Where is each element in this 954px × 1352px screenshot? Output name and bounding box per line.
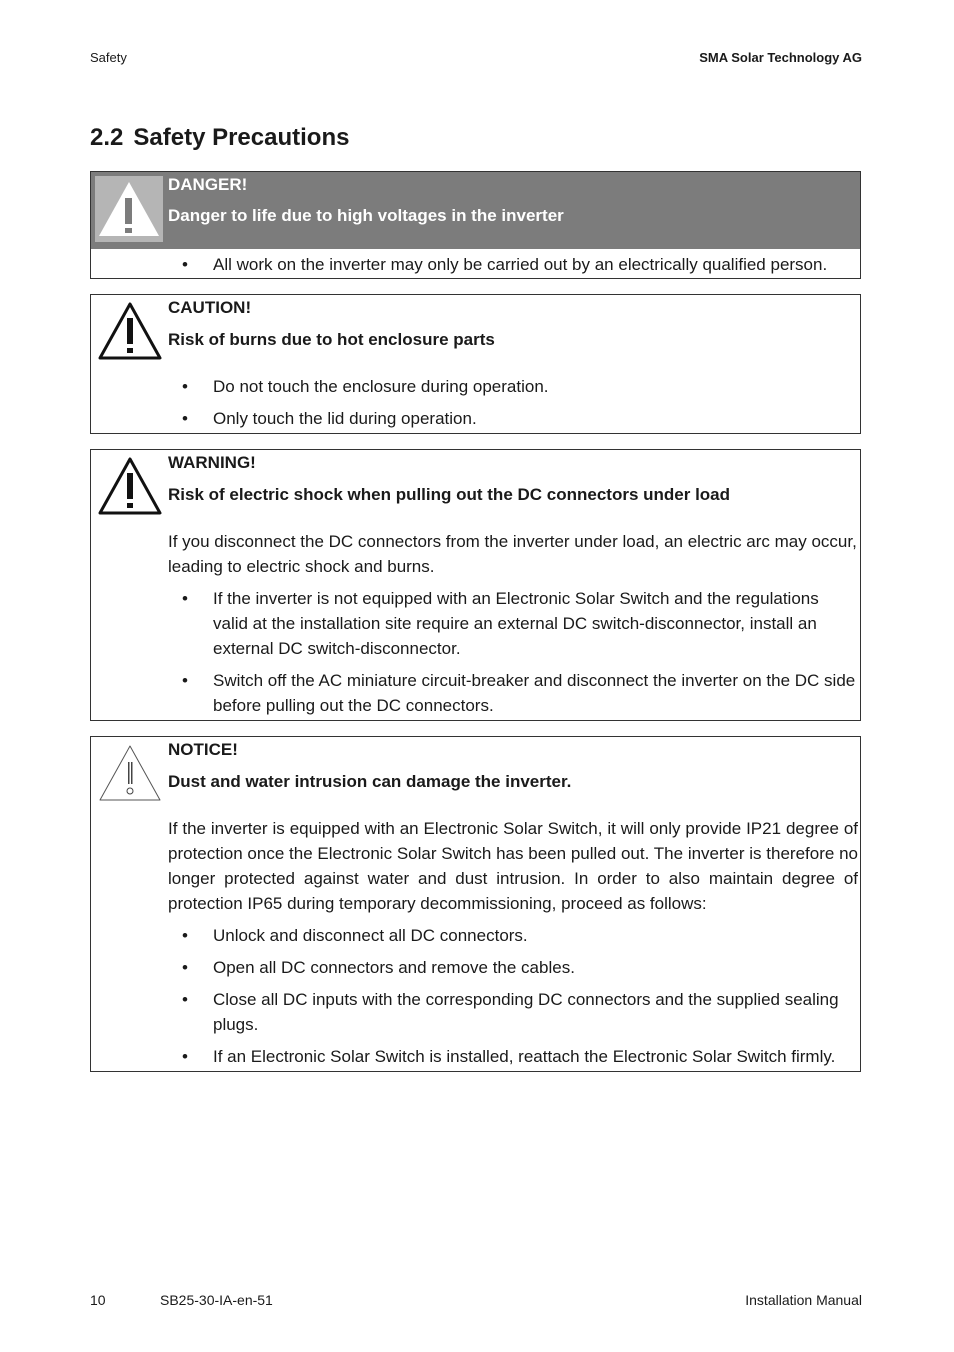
notice-signal-word: NOTICE!	[168, 740, 238, 759]
page-title	[90, 124, 349, 152]
caution-box	[90, 294, 861, 434]
notice-triangle-icon	[96, 742, 164, 804]
section-number: 2.2	[90, 124, 124, 151]
caution-signal-word: CAUTION!	[168, 298, 252, 317]
warning-box	[90, 449, 861, 721]
warning-triangle-icon	[96, 455, 164, 517]
danger-signal-word: DANGER!	[168, 175, 248, 194]
warning-bullet-list	[168, 586, 858, 725]
notice-headline: Dust and water intrusion can damage the inverter.	[168, 772, 572, 791]
danger-icon-frame	[95, 176, 163, 242]
caution-bullet-list	[168, 374, 858, 438]
notice-bullet-list	[168, 923, 858, 1076]
danger-headline: Danger to life due to high voltages in the inverter	[168, 206, 564, 225]
danger-box	[90, 171, 861, 279]
list-item: • Switch off the AC miniature circuit-breaker and disconnect the inverter on the DC side before pulling out the DC connectors.	[182, 671, 856, 715]
header-section: Safety	[90, 50, 127, 65]
footer-document-id: SB25-30-IA-en-51	[160, 1292, 273, 1308]
list-item: • Do not touch the enclosure during operation.	[182, 377, 549, 396]
section-title-text: Safety Precautions	[133, 124, 350, 151]
warning-intro: If you disconnect the DC connectors from the inverter under load, an electric arc may occur, leading to electric shock and burns.	[168, 532, 857, 576]
caution-headline: Risk of burns due to hot enclosure parts	[168, 330, 495, 349]
warning-headline: Risk of electric shock when pulling out the DC connectors under load	[168, 485, 731, 504]
list-item: • All work on the inverter may only be carried out by an electrically qualified person.	[182, 255, 828, 274]
list-item: • If the inverter is not equipped with an Electronic Solar Switch and the regulations valid at the installation site require an external DC switch-disconnector, install an external DC switch-disconnector.	[182, 589, 819, 658]
footer-page-number: 10	[90, 1292, 106, 1308]
header-company: SMA Solar Technology AG	[699, 50, 862, 65]
list-item: • Close all DC inputs with the corresponding DC connectors and the supplied sealing plugs.	[182, 990, 839, 1034]
warning-triangle-icon	[95, 176, 163, 242]
list-item: • Unlock and disconnect all DC connectors.	[182, 926, 528, 945]
list-item: • Open all DC connectors and remove the cables.	[182, 958, 575, 977]
notice-intro: If the inverter is equipped with an Electronic Solar Switch, it will only provide IP21 degree of protection once the Electronic Solar Switch has been pulled out. The inverter is therefore no longer protected against water and dust intrusion. In order to also maintain degree of protection IP65 during temporary decommissioning, proceed as follows:	[168, 819, 858, 913]
notice-box	[90, 736, 861, 1072]
warning-triangle-icon	[96, 300, 164, 362]
danger-bullet-list	[168, 252, 858, 284]
list-item: • Only touch the lid during operation.	[182, 409, 477, 428]
danger-header	[91, 172, 860, 249]
list-item: • If an Electronic Solar Switch is installed, reattach the Electronic Solar Switch firmly.	[182, 1047, 836, 1066]
warning-signal-word: WARNING!	[168, 453, 256, 472]
footer-document-type: Installation Manual	[745, 1292, 862, 1308]
